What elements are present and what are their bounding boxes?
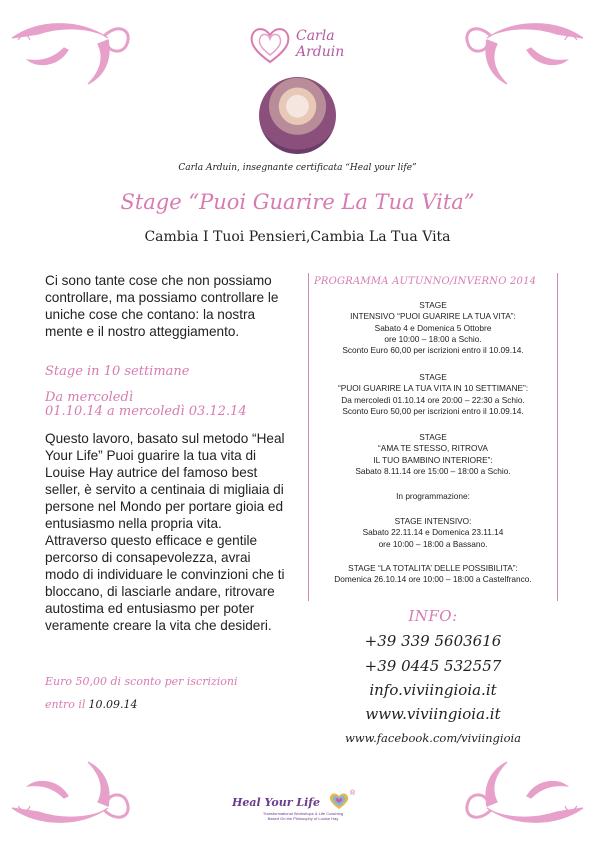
program-line: STAGE [419,372,447,382]
page-subtitle: Cambia I Tuoi Pensieri,Cambia La Tua Vita [144,229,451,245]
program-block-2 [308,372,558,417]
heart-rainbow-icon [329,792,349,810]
program-line: Sabato 4 e Domenica 5 Ottobre [374,322,492,333]
phone-2[interactable]: +39 0445 532557 [364,657,502,675]
brand-logo [248,22,358,68]
footer-logo-tagline [248,811,358,821]
program-line: Sconto Euro 50,00 per iscrizioni entro il 10.09.14. [342,405,524,416]
footer-logo-tagline-1: Transformational Workshops & Life Coaching [262,811,344,816]
heal-your-life-logo [230,790,370,824]
flourish-ornament-bottom-left [8,756,138,836]
discount-prefix: entro il [45,698,86,711]
facebook-link[interactable]: www.facebook.com/viviingioia [344,731,522,745]
footer-logo-tagline-2: Based On the Philosophy of Louise Hay [267,816,339,821]
program-block-5 [308,563,558,586]
dates-line2: 01.10.14 a mercoledì 03.12.14 [45,404,247,419]
program-line: INTENSIVO “PUOI GUARIRE LA TUA VITA”: [350,311,516,322]
program-line: ore 10:00 – 18:00 a Bassano. [378,538,488,549]
stage-weeks-heading: Stage in 10 settimane [45,364,190,379]
discount-line2 [45,698,137,711]
portrait-photo [259,77,336,154]
discount-date: 10.09.14 [88,698,138,711]
program-line: Domenica 26.10.14 ore 10:00 – 18:00 a Castelfranco. [334,574,532,585]
program-line: ore 10:00 – 18:00 a Schio. [384,333,482,344]
brand-name-line2: Arduin [296,44,345,60]
program-line: IL TUO BAMBINO INTERIORE”: [373,454,493,465]
program-line: Sabato 8.11.14 ore 15:00 – 18:00 a Schio. [355,465,511,476]
program-line: STAGE [419,300,447,310]
program-line: STAGE “LA TOTALITA’ DELLE POSSIBILITA”: [348,563,518,573]
program-line: Sabato 22.11.14 e Domenica 23.11.14 [362,527,504,538]
email-link[interactable]: info.viviingioia.it [369,681,497,699]
program-block-1 [308,300,558,356]
program-block-3 [308,432,558,477]
brand-name-line1: Carla [296,28,335,44]
description-paragraph: Questo lavoro, basato sul metodo “Heal Your Life” Puoi guarire la tua vita di Louise Hay autrice del famoso best seller, è servito a centinaia di migliaia di persone nel Mondo per portare gioia ed entusiasmo nella propria vita. Attraverso questo efficace e gentile percorso di consapevolezza, avrai modo di individuare le convinzioni che ti bloccano, di lasciarle andare, ritrovare autostima ed entusiasmo per poter veramente creare la vita che desideri. [45,431,285,633]
registered-mark: ® [350,790,356,797]
program-line: “PUOI GUARIRE LA TUA VITA IN 10 SETTIMANE”: [337,383,529,394]
program-line: Sconto Euro 60,00 per iscrizioni entro il 10.09.14. [342,345,524,356]
page-title: Stage “Puoi Guarire La Tua Vita” [120,190,475,214]
program-line: Da mercoledì 01.10.14 ore 20:00 – 22:30 a Schio. [341,394,525,405]
program-line: “AMA TE STESSO, RITROVA [378,443,488,454]
program-block-4 [308,516,558,550]
flourish-ornament-top-right [457,10,587,90]
flourish-ornament-top-left [8,10,138,90]
phone-1[interactable]: +39 339 5603616 [364,632,502,650]
website-link[interactable]: www.viviingioia.it [365,705,501,723]
program-line: STAGE [419,432,447,442]
intro-paragraph: Ci sono tante cose che non possiamo controllare, ma possiamo controllare le uniche cose che contano: la nostra mente e il nostro atteggiamento. [45,273,279,339]
dates-heading [45,391,247,419]
flourish-ornament-bottom-right [457,756,587,836]
program-heading: PROGRAMMA AUTUNNO/INVERNO 2014 [314,276,537,287]
footer-logo-title: Heal Your Life [232,796,321,809]
info-heading: INFO: [408,607,458,625]
heart-logo-icon [248,24,292,66]
dates-line1: Da mercoledì [45,390,133,405]
program-in-programmazione: In programmazione: [396,491,470,501]
program-line: STAGE INTENSIVO: [394,516,472,526]
discount-line1: Euro 50,00 di sconto per iscrizioni [45,675,238,688]
photo-caption: Carla Arduin, insegnante certificata “Heal your life” [178,163,417,173]
